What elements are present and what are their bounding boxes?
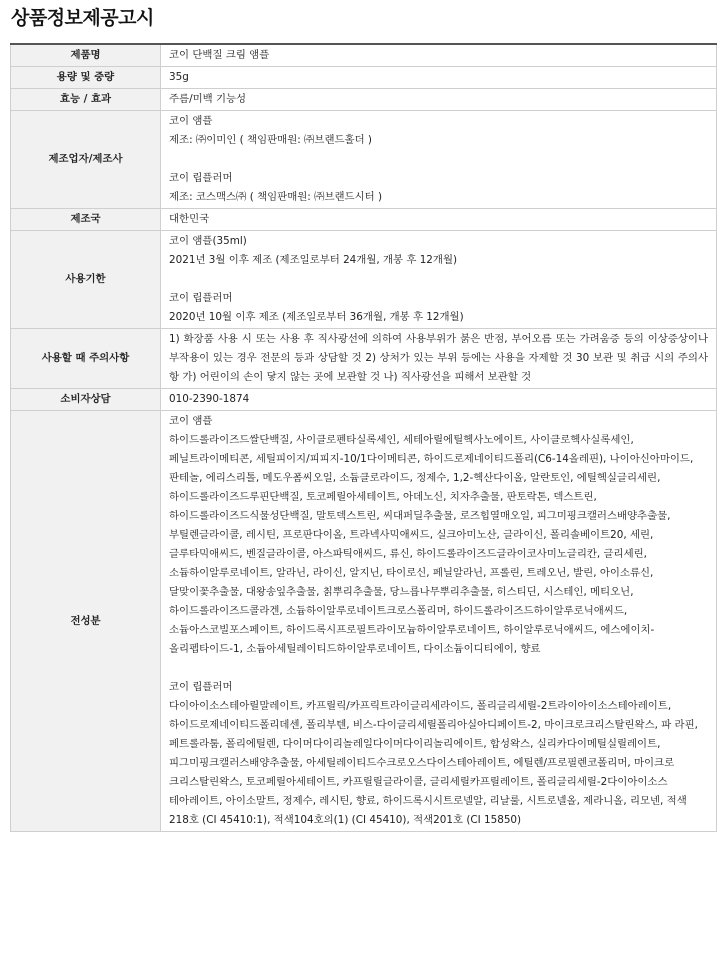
row-label-country: 제조국 <box>11 209 161 231</box>
row-value-efficacy: 주름/미백 기능성 <box>161 89 717 111</box>
row-value-country: 대한민국 <box>161 209 717 231</box>
expiry-line: 2021년 3월 이후 제조 (제조일로부터 24개월, 개봉 후 12개월) <box>169 254 458 266</box>
page-title: 상품정보제공고시 <box>11 7 154 29</box>
row-label-manufacturer: 제조업자/제조사 <box>11 111 161 209</box>
row-label-capacity: 용량 및 중량 <box>11 67 161 89</box>
plumper-ingredients-title: 코이 립플러머 <box>169 681 233 693</box>
row-value-consumer-contact: 010-2390-1874 <box>161 389 717 411</box>
ampoule-ingredients-title: 코이 앰플 <box>169 415 213 427</box>
spacer <box>169 150 708 169</box>
expiry-line: 코이 립플러머 <box>169 292 233 304</box>
table-row <box>11 89 717 111</box>
row-value-manufacturer <box>161 111 717 209</box>
expiry-line: 코이 앰플(35ml) <box>169 235 247 247</box>
table-row <box>11 231 717 329</box>
table-row <box>11 329 717 389</box>
row-label-expiry: 사용기한 <box>11 231 161 329</box>
row-value-expiry <box>161 231 717 329</box>
expiry-line: 2020년 10월 이후 제조 (제조일로부터 36개월, 개봉 후 12개월) <box>169 311 464 323</box>
row-label-consumer-contact: 소비자상담 <box>11 389 161 411</box>
row-value-capacity: 35g <box>161 67 717 89</box>
row-label-product-name: 제품명 <box>11 44 161 67</box>
row-label-caution: 사용할 때 주의사항 <box>11 329 161 389</box>
table-row <box>11 209 717 231</box>
spacer <box>169 270 708 289</box>
row-label-efficacy: 효능 / 효과 <box>11 89 161 111</box>
table-row <box>11 44 717 67</box>
manufacturer-line: 제조: 코스맥스㈜ ( 책임판매원: ㈜브랜드시터 ) <box>169 191 383 203</box>
manufacturer-line: 코이 립플러머 <box>169 172 233 184</box>
ampoule-ingredients-text: 하이드롤라이즈드쌀단백질, 사이클로펜타실록세인, 세테아릴에틸헥사노에이트, 사이클로헥사실록세인, 페닐트라이메티콘, 세틸피이지/피피지-10/1다이메티콘, 하이드로제네이티드폴리(C6-14올레핀), 나이아신아마이드, 판테놀, 에리스리톨, 메도우폼씨오일, 소듐클로라이드, 정제수, 1,2-헥산다이올, 알란토인, 에틸헥실글리세린, 하이드롤라이즈드루핀단백질, 토코페릴아세테이트, 아데노신, 치자추출물, 판토락톤, 덱스트린, 하이드롤라이즈드식물성단백질, 말토덱스트린, 씨대퍼딜추출물, 로즈힙열매오일, 피그미핑크캘러스배양추출물, 부틸렌글라이콜, 레시틴, 프로판다이올, 트라넥사믹애씨드, 실크아미노산, 글라이신, 폴리솔베이트20, 세린, 글루타믹애씨드, 벤질글라이콜, 아스파틱애씨드, 류신, 하이드롤라이즈드글라이코사미노글리칸, 글리세린, 소듐하이알루로네이트, 알라닌, 라이신, 알지닌, 타이로신, 페닐알라닌, 프롤린, 트레오닌, 발린, 아이소류신, 달맞이꽃추출물, 대왕송잎추출물, 칡뿌리추출물, 당느릅나무뿌리추출물, 히스티딘, 시스테인, 메티오닌, 하이드롤라이즈드콜라겐, 소듐하이알루로네이트크로스폴리머, 하이드롤라이즈드하이알루로닉애씨드, 소듐아스코빌포스페이트, 하이드록시프로필트라이모늄하이알루로네이트, 하이알루로닉애씨드, 에스에이치-올리펩타이드-1, 소듐아세틸레이티드하이알루로네이트, 다이소듐이디티에이, 향료 <box>169 434 694 655</box>
row-value-caution: 1) 화장품 사용 시 또는 사용 후 직사광선에 의하여 사용부위가 붉은 반점, 부어오름 또는 가려움증 등의 이상증상이나 부작용이 있는 경우 전문의 등과 상담할 것 2) 상처가 있는 부위 등에는 사용을 자제할 것 30 보관 및 취급 시의 주의사항 가) 어린이의 손이 닿지 않는 곳에 보관할 것 나) 직사광선을 피해서 보관할 것 <box>161 329 717 389</box>
plumper-ingredients-text: 다이아이소스테아릴말레이트, 카프릴릭/카프릭트라이글리세라이드, 폴리글리세릴-2트라이아이소스테아레이트, 하이드로제네이티드폴리데센, 폴리부텐, 비스-다이글리세릴폴리아실아디페이트-2, 마이크로크리스탈린왁스, 파 라핀, 페트롤라툼, 폴리에틸렌, 다이머다이리놀레일다이머다이리놀리에이트, 합성왁스, 실리카다이메틸실릴레이트, 피그미핑크캘러스배양추출물, 아세틸레이티드수크로오스다이스테아레이트, 에틸렌/프로필렌코폴리머, 마이크로 크리스탈린왁스, 토코페릴아세테이트, 카프릴릴글라이콜, 글리세릴카프릴레이트, 폴리글리세릴-2다이아이소스 테아레이트, 아이소말트, 정제수, 레시틴, 향료, 하이드록시시트로넬알, 리날룰, 시트로넬올, 제라니올, 리모넨, 적색 218호 (CI 45410:1), 적색104호의(1) (CI 45410), 적색201호 (CI 15850) <box>169 700 698 826</box>
table-row <box>11 67 717 89</box>
manufacturer-line: 코이 앰플 <box>169 115 213 127</box>
spacer <box>169 659 708 678</box>
manufacturer-line: 제조: ㈜이미인 ( 책임판매원: ㈜브랜드홀더 ) <box>169 134 372 146</box>
product-info-table <box>10 43 717 832</box>
table-row <box>11 411 717 832</box>
table-row <box>11 389 717 411</box>
row-label-ingredients: 전성분 <box>11 411 161 832</box>
row-value-ingredients <box>161 411 717 832</box>
row-value-product-name: 코이 단백질 크림 앰플 <box>161 44 717 67</box>
table-row <box>11 111 717 209</box>
